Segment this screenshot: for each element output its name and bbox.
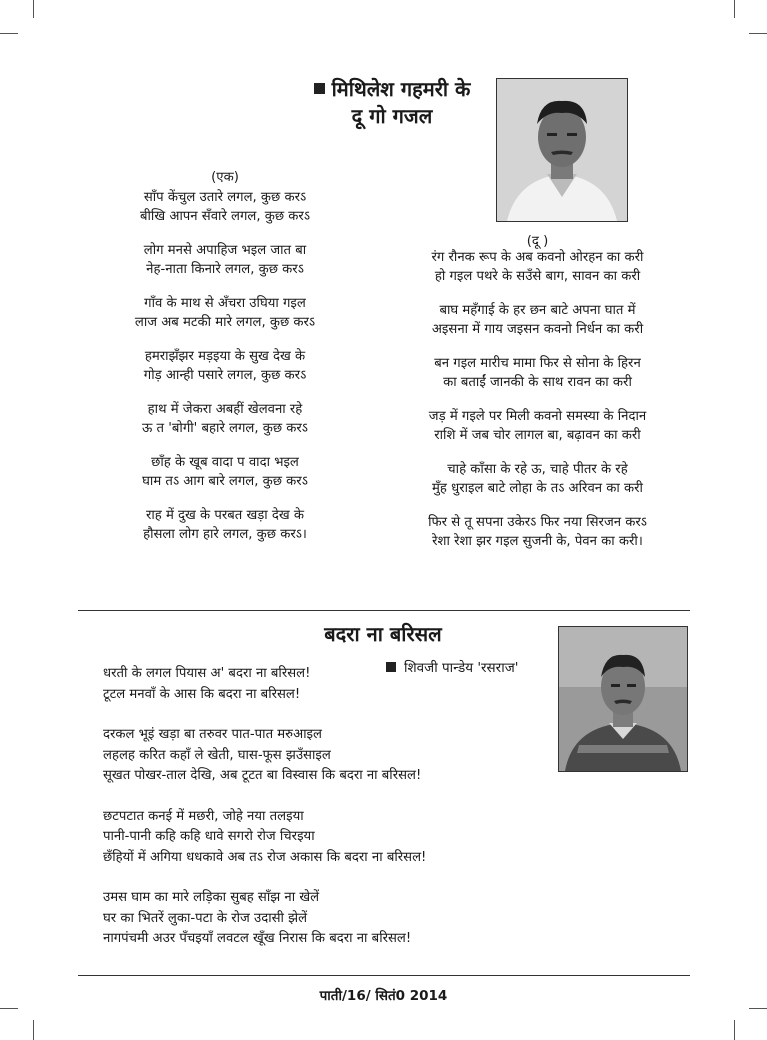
verse-line: जड़ में गइले पर मिली कवनो समस्या के निदान (428, 408, 647, 424)
verse-line: फिर से तू सपना उकेरऽ फिर नया सिरजन करऽ (428, 514, 647, 530)
crop-mark (33, 1020, 34, 1040)
footer-divider (78, 975, 690, 976)
verse-line: बीखि आपन सँवारे लगल, कुछ करऽ (139, 209, 310, 224)
crop-mark (0, 33, 18, 34)
title-line-2: दू गो गजल (351, 104, 433, 128)
section-divider (78, 610, 690, 611)
verse-line: गाँव के माथ से अँचरा उघिया गइल (144, 295, 306, 311)
stanza (405, 513, 670, 552)
verse-line: नागपंचमी अउर पँचइयाँ लवटल खूँख निरास कि बदरा ना बरिसल! (103, 931, 412, 946)
author-photo (496, 78, 628, 222)
square-bullet-icon (314, 83, 325, 94)
verse-line: छँहियों में अगिया धधकावे अब तऽ रोज अकास कि बदरा ना बरिसल! (103, 849, 427, 865)
verse-line: पानी-पानी कहि कहि धावे सगरो रोज चिरइया (103, 829, 315, 844)
stanza (100, 347, 350, 386)
verse-line: घाम तऽ आग बारे लगल, कुछ करऽ (142, 474, 308, 489)
verse-line: धरती के लगल पियास अ' बदरा ना बरिसल! (103, 666, 311, 681)
stanza (100, 400, 350, 439)
verse-line: दरकल भूइं खड़ा बा तरुवर पात-पात मरुआइल (103, 727, 322, 742)
page-footer: पाती/16/ सितं0 2014 (319, 988, 448, 1004)
verse-line: हाथ में जेकरा अबहीं खेलवना रहे (147, 401, 303, 417)
stanza (103, 725, 426, 787)
crop-mark (33, 0, 34, 18)
verse-line: बन गइल मारीच मामा फिर से सोना के हिरन (434, 355, 641, 371)
stanza (100, 453, 350, 492)
verse-line: चाहे काँसा के रहे ऊ, चाहे पीतर के रहे (447, 461, 628, 477)
verse-line: का बताईं जानकी के साथ रावन का करी (443, 375, 632, 390)
verse-line: लोग मनसे अपाहिज भइल जात बा (143, 242, 307, 258)
stanza (100, 294, 350, 333)
stanza (405, 407, 670, 446)
verse-line: टूटल मनवाँ के आस कि बदरा ना बरिसल! (103, 686, 301, 702)
crop-mark (734, 1020, 735, 1040)
verse-line: राह में दुख के परबत खड़ा देख के (145, 507, 305, 523)
stanza (100, 188, 350, 227)
song-title: बदरा ना बरिसल (324, 622, 442, 646)
verse-line: ऊ त 'बोगी' बहारे लगल, कुछ करऽ (142, 421, 308, 436)
title-line-1: मिथिलेश गहमरी के (331, 77, 471, 101)
stanza (405, 354, 670, 393)
crop-mark (0, 1008, 18, 1009)
author-photo (558, 626, 688, 772)
verse-line: लहलह करित कहाँ ले खेती, घास-फूस झउँसाइल (103, 747, 331, 763)
song-poem (103, 664, 426, 970)
verse-line: अइसना में गाय जइसन कवनो निर्धन का करी (431, 322, 644, 337)
stanza (100, 241, 350, 280)
crop-mark (749, 33, 767, 34)
verse-line: राशि में जब चोर लागल बा, बढ़ावन का करी (434, 428, 641, 443)
verse-line: मुँह धुराइल बाटे लोहा के तऽ अरिवन का करी (432, 481, 643, 496)
verse-line: रेशा रेशा झर गइल सुजनी के, पेवन का करी। (432, 534, 643, 549)
stanza (405, 248, 670, 287)
stanza (103, 888, 426, 950)
verse-line: लाज अब मटकी मारे लगल, कुछ करऽ (134, 315, 316, 330)
ghazal-section-title (292, 76, 492, 130)
stanza (405, 460, 670, 499)
verse-line: रंग रौनक रूप के अब कवनो ओरहन का करी (431, 249, 644, 265)
verse-line: घर का भितरें लुका-पटा के रोज उदासी झेलें (103, 910, 308, 926)
stanza (100, 506, 350, 545)
verse-line: छटपटात कनई में मछरी, जोहे नया तलइया (103, 808, 304, 824)
verse-line: नेह-नाता किनारे लगल, कुछ करऽ (146, 262, 304, 277)
verse-line: सूखत पोखर-ताल देखि, अब टूटत बा विस्वास कि बदरा ना बरिसल! (103, 768, 422, 783)
stanza (103, 807, 426, 869)
verse-line: हमराझँझर मड़इया के सुख देख के (144, 348, 306, 364)
verse-line: गोड़ आन्ही पसारे लगल, कुछ करऽ (143, 368, 307, 383)
ghazal-one-heading: (एक) (211, 170, 239, 185)
verse-line: छाँह के खूब वादा प वादा भइल (151, 454, 299, 470)
verse-line: हौसला लोग हारे लगल, कुछ करऽ। (143, 527, 307, 542)
crop-mark (734, 0, 735, 18)
ghazal-two-heading: (दू ) (526, 234, 549, 249)
ghazal-one (100, 168, 350, 559)
verse-line: साँप केंचुल उतारे लगल, कुछ करऽ (143, 189, 307, 205)
stanza (103, 664, 426, 705)
verse-line: बाघ महँगाई के हर छन बाटे अपना घात में (439, 302, 636, 318)
verse-line: उमस घाम का मारे लड़िका सुबह साँझ ना खेलें (103, 890, 320, 905)
ghazal-two (405, 232, 670, 566)
stanza (405, 301, 670, 340)
author-name: शिवजी पान्डेय 'रसराज' (404, 660, 519, 676)
crop-mark (749, 1008, 767, 1009)
verse-line: हो गइल पथरे के सउँसे बाग, सावन का करी (434, 269, 641, 284)
